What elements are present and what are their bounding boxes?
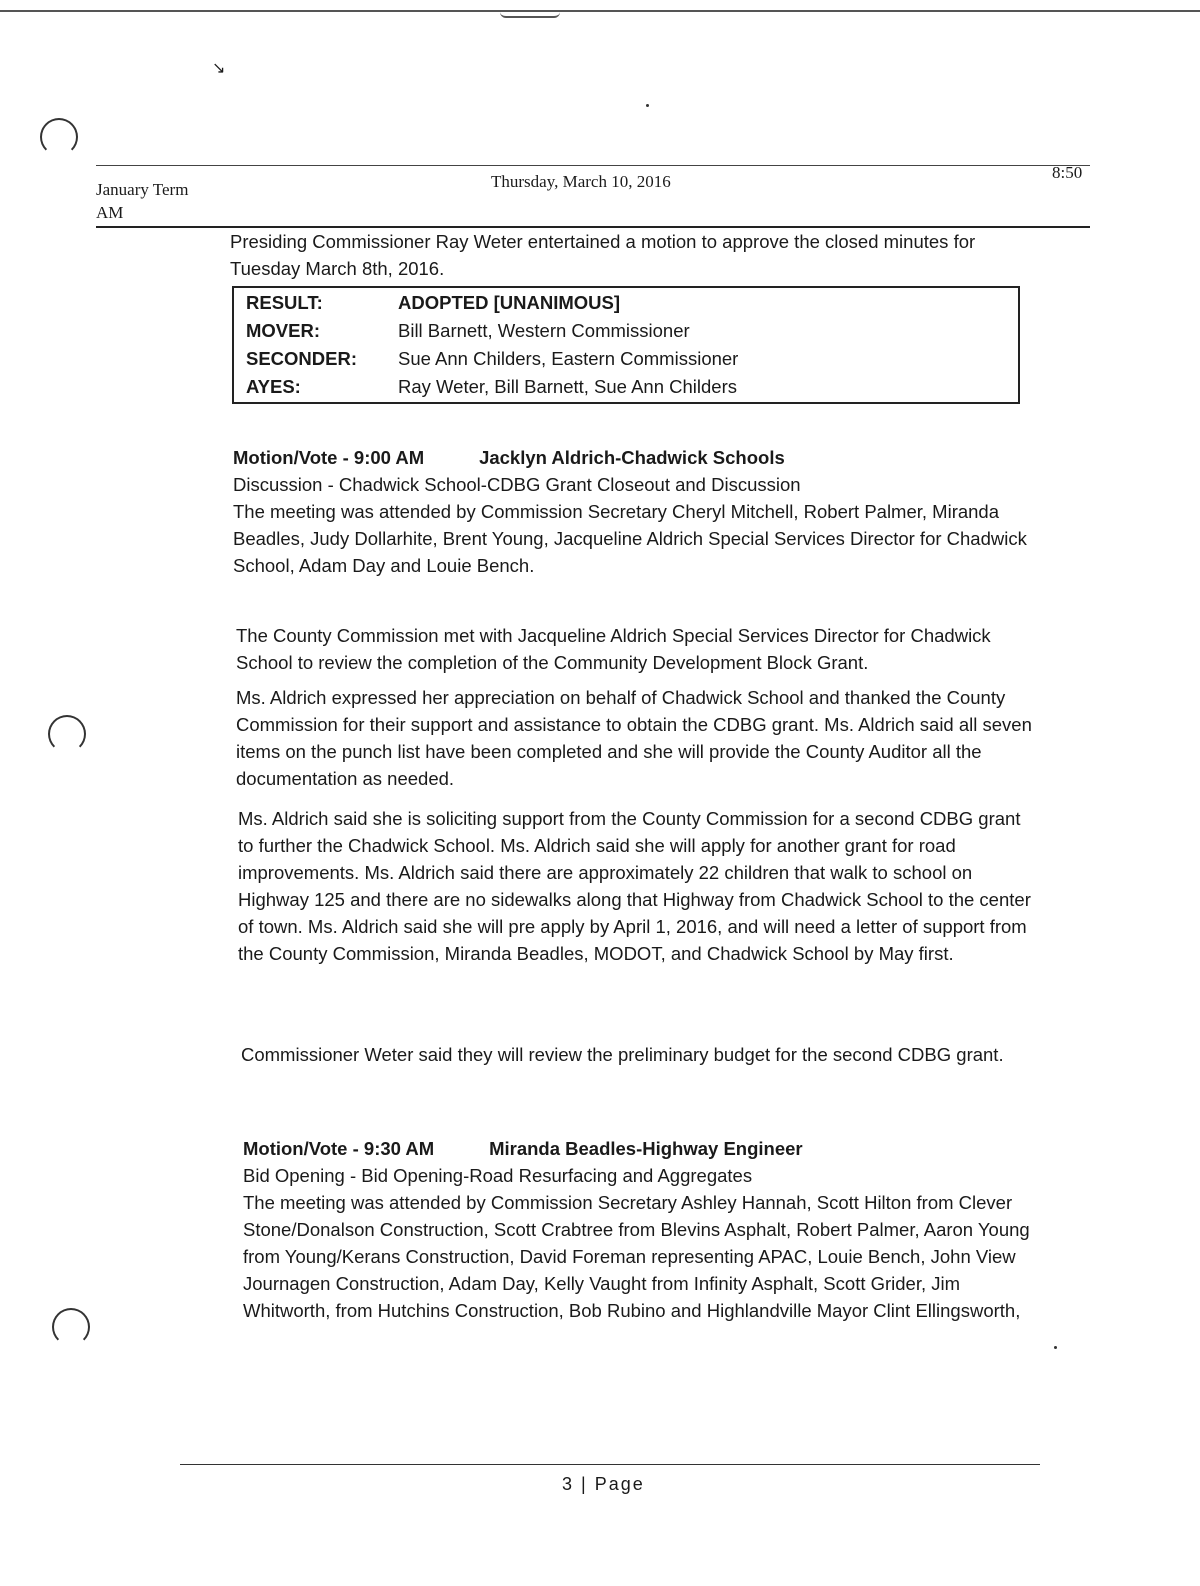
result-value: ADOPTED [UNANIMOUS] (398, 292, 620, 313)
vote-result-box (232, 286, 1020, 404)
discussion-line: Discussion - Chadwick School-CDBG Grant Closeout and Discussion (233, 474, 801, 495)
motion-time: 9:30 AM (363, 1138, 435, 1159)
ayes-value: Ray Weter, Bill Barnett, Sue Ann Childers (398, 376, 737, 397)
attendance-paragraph: The meeting was attended by Commission Secretary Cheryl Mitchell, Robert Palmer, Miranda Beadles, Judy Dollarhite, Brent Young, Jacqueline Aldrich Special Services Director for Chadwick School, Adam Day and Louie Bench. (233, 501, 1027, 576)
section-title: Miranda Beadles-Highway Engineer (489, 1138, 803, 1159)
scan-speck (1054, 1346, 1057, 1349)
punch-hole-bottom (52, 1308, 90, 1346)
motion-label: Motion/Vote - (243, 1138, 359, 1159)
section-title: Jacklyn Aldrich-Chadwick Schools (479, 447, 785, 468)
footer-rule (180, 1464, 1040, 1465)
paragraph: Commissioner Weter said they will review the preliminary budget for the second CDBG grant. (241, 1044, 1004, 1065)
section-highway (243, 1135, 1043, 1324)
header-time: 8:50 (1052, 163, 1083, 182)
section-heading (233, 444, 1033, 471)
scan-edge-notch (500, 8, 560, 18)
mover-value: Bill Barnett, Western Commissioner (398, 320, 690, 341)
section-chadwick-p3 (238, 805, 1038, 967)
motion-label: Motion/Vote - (233, 447, 349, 468)
motion-time: 9:00 AM (353, 447, 425, 468)
mover-label: MOVER: (246, 320, 320, 341)
section-chadwick-p1 (236, 622, 1036, 676)
header-date: Thursday, March 10, 2016 (491, 172, 671, 191)
scan-mark: ↘ (212, 60, 226, 77)
paragraph: Ms. Aldrich expressed her appreciation on behalf of Chadwick School and thanked the County Commission for their support and assistance to obtain the CDBG grant. Ms. Aldrich said all seven items on the punch list have been completed and she will provide the County Auditor all the documentation as needed. (236, 687, 1032, 789)
attendance-paragraph: The meeting was attended by Commission Secretary Ashley Hannah, Scott Hilton from Clever Stone/Donalson Construction, Scott Crabtree from Blevins Asphalt, Robert Palmer, Aaron Young from Young/Kerans Construction, David Foreman representing APAC, Louie Bench, John View Journagen Construction, Adam Day, Kelly Vaught from Infinity Asphalt, Scott Grider, Jim Whitworth, from Hutchins Construction, Bob Rubino and Highlandville Mayor Clint Ellingsworth, (243, 1192, 1030, 1321)
ayes-label: AYES: (246, 376, 301, 397)
intro-paragraph (230, 228, 1030, 282)
section-chadwick (233, 444, 1033, 579)
section-heading (243, 1135, 1043, 1162)
bid-opening-line: Bid Opening - Bid Opening-Road Resurfacing and Aggregates (243, 1165, 753, 1186)
section-chadwick-p2 (236, 684, 1036, 792)
header-term: January Term (96, 180, 189, 199)
punch-hole-top (40, 118, 78, 156)
punch-hole-middle (48, 715, 86, 753)
paragraph: Ms. Aldrich said she is soliciting support from the County Commission for a second CDBG grant to further the Chadwick School. Ms. Aldrich said she will apply for another grant for road improvements. Ms. Aldrich said there are approximately 22 children that walk to school on Highway 125 and there are no sidewalks along that Highway from Chadwick School to the center of town. Ms. Aldrich said she will pre apply by April 1, 2016, and will need a letter of support from the County Commission, Miranda Beadles, MODOT, and Chadwick School by May first. (238, 808, 1031, 964)
seconder-value: Sue Ann Childers, Eastern Commissioner (398, 348, 739, 369)
paragraph: The County Commission met with Jacqueline Aldrich Special Services Director for Chadwick School to review the completion of the Community Development Block Grant. (236, 625, 991, 673)
scan-edge-line (0, 10, 1200, 12)
result-label: RESULT: (246, 292, 323, 313)
scan-speck (646, 104, 649, 107)
section-chadwick-p4 (241, 1041, 1041, 1068)
page-number: 3 | Page (562, 1474, 645, 1494)
header-top-rule (96, 165, 1090, 166)
intro-text: Presiding Commissioner Ray Weter entertained a motion to approve the closed minutes for Tuesday March 8th, 2016. (230, 231, 976, 279)
header-am: AM (96, 203, 124, 222)
seconder-label: SECONDER: (246, 348, 358, 369)
